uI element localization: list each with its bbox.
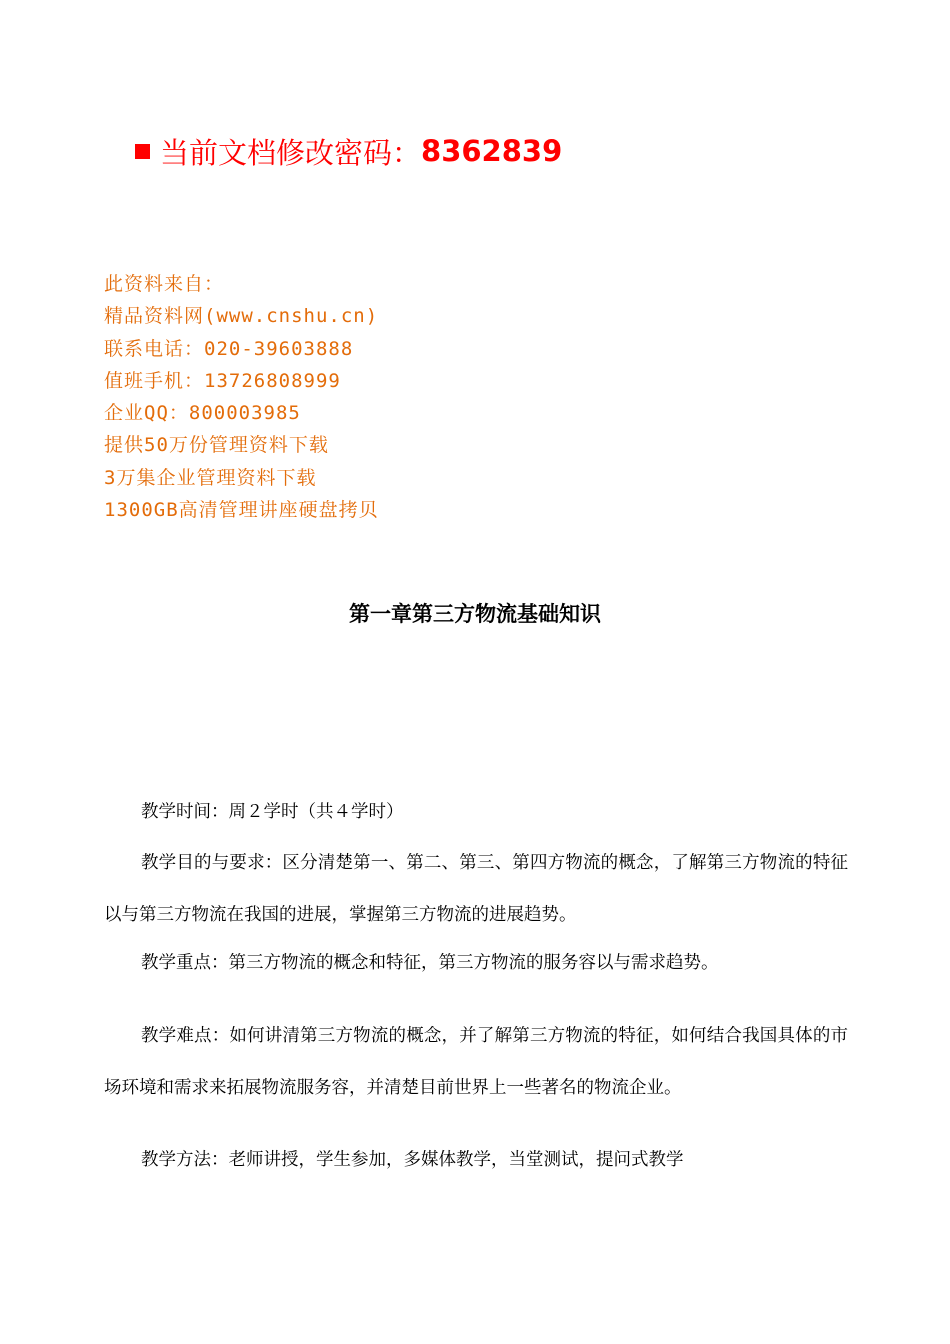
paragraph-teaching-time: 教学时间：周２学时（共４学时）: [141, 802, 404, 822]
source-line-offer-3: 1300GB高清管理讲座硬盘拷贝: [104, 499, 379, 522]
chapter-title: 第一章第三方物流基础知识: [349, 602, 601, 626]
source-line-mobile: 值班手机：13726808999: [104, 369, 341, 392]
source-line-qq: 企业QQ：800003985: [104, 402, 301, 425]
password-code: 8362839: [421, 134, 563, 168]
source-line-origin: 此资料来自：: [104, 273, 225, 295]
source-line-phone: 联系电话：020-39603888: [104, 337, 354, 360]
paragraph-teaching-methods: 教学方法：老师讲授，学生参加，多媒体教学，当堂测试，提问式教学: [141, 1150, 684, 1170]
square-bullet-icon: [135, 144, 150, 159]
source-info-block: [104, 268, 379, 526]
source-line-offer-2: 3万集企业管理资料下载: [104, 466, 317, 489]
source-line-offer-1: 提供50万份管理资料下载: [104, 434, 329, 457]
paragraph-teaching-goals: 教学目的与要求：区分清楚第一、第二、第三、第四方物流的概念，了解第三方物流的特征以与第三方物流在我国的进展，掌握第三方物流的进展趋势。: [104, 853, 848, 925]
paragraph-teaching-focus: 教学重点：第三方物流的概念和特征，第三方物流的服务容以与需求趋势。: [141, 953, 719, 973]
source-line-website: 精品资料网(www.cnshu.cn): [104, 305, 379, 328]
password-label: 当前文档修改密码：: [160, 135, 422, 170]
password-notice: [135, 131, 562, 171]
paragraph-teaching-difficulties: 教学难点：如何讲清第三方物流的概念，并了解第三方物流的特征，如何结合我国具体的市场环境和需求来拓展物流服务容，并清楚目前世界上一些著名的物流企业。: [104, 1026, 848, 1098]
